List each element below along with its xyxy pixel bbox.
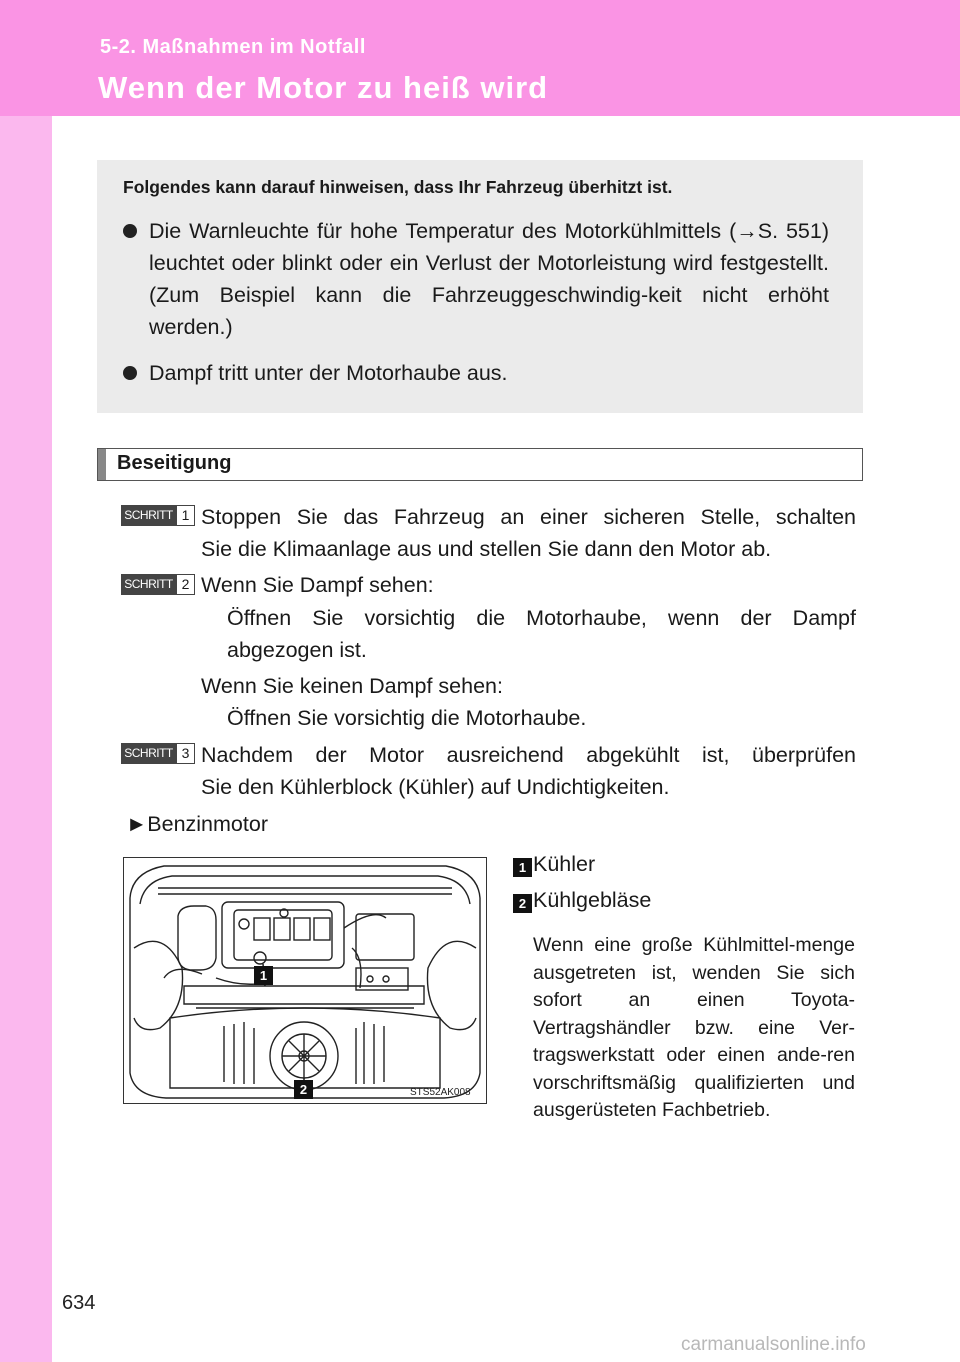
step-badge-3 [121,743,195,764]
step-badge-2 [121,574,195,595]
symptoms-box [97,160,863,413]
step-2-case-2-text: Öffnen Sie vorsichtig die Motorhaube. [227,706,587,730]
symptoms-heading: Folgendes kann darauf hinweisen, dass Ihr Fahrzeug überhitzt ist. [123,177,673,197]
legend-item-cooling-fan [513,888,713,916]
step-3-line-2: Sie den Kühlerblock (Kühler) auf Undichtigkeiten. [201,775,670,799]
step-2-case-1-line-1: Öffnen Sie vorsichtig die Motorhaube, wenn der Dampf [227,606,856,630]
step-3-line-1: Nachdem der Motor ausreichend abgekühlt ist, überprüfen [201,743,856,767]
watermark: carmanualsonline.info [681,1334,866,1355]
step-label: SCHRITT [121,743,176,764]
legend-label: Kühler [533,852,596,876]
legend-label: Kühlgebläse [533,888,652,912]
step-badge-1 [121,505,195,526]
section-accent [98,449,106,480]
step-1-line-1: Stoppen Sie das Fahrzeug an einer sicheren Stelle, schalten [201,505,856,529]
step-label: SCHRITT [121,574,176,595]
step-number: 3 [176,743,195,764]
callout-2-badge: 2 [294,1080,313,1099]
legend-number: 2 [513,894,532,913]
figure-code: STS52AK008 [410,1087,471,1098]
engine-variant-label: ►Benzinmotor [126,812,268,836]
callout-1-badge: 1 [254,966,273,985]
step-number: 1 [176,505,195,526]
left-margin-band [0,0,52,1362]
engine-bay-drawing [124,858,486,1103]
coolant-leak-note: Wenn eine große Kühlmittel-menge ausgetreten ist, wenden Sie sich sofort an einen Toyota-Vertragshändler bzw. eine Ver-tragswerkstatt oder einen ande-ren vorschriftsmäßig qualifizierten und ausgerüsteten Fachbetrieb. [533,934,855,1121]
step-2-case-1-line-2: abgezogen ist. [227,638,367,662]
step-number: 2 [176,574,195,595]
legend-item-radiator [513,852,713,880]
step-2-case-2-label: Wenn Sie keinen Dampf sehen: [201,674,503,698]
engine-bay-illustration [123,857,487,1104]
bullet-icon [123,224,137,238]
symptom-text: Dampf tritt unter der Motorhaube aus. [149,361,508,385]
section-label: 5-2. Maßnahmen im Notfall [100,36,366,58]
section-title: Beseitigung [117,452,232,474]
bullet-icon [123,366,137,380]
step-label: SCHRITT [121,505,176,526]
symptom-text: Die Warnleuchte für hohe Temperatur des Motorkühlmittels (→S. 551) leuchtet oder blinkt oder ein Verlust der Motorleistung wird festgestellt. (Zum Beispiel kann die Fahrzeuggeschwindig-keit nicht erhöht werden.) [149,219,829,339]
page-title: Wenn der Motor zu heiß wird [98,70,549,105]
page-number: 634 [62,1292,96,1314]
step-1-line-2: Sie die Klimaanlage aus und stellen Sie dann den Motor ab. [201,537,772,561]
step-2-case-1-label: Wenn Sie Dampf sehen: [201,573,434,597]
legend-number: 1 [513,858,532,877]
section-heading-bar [97,448,863,481]
